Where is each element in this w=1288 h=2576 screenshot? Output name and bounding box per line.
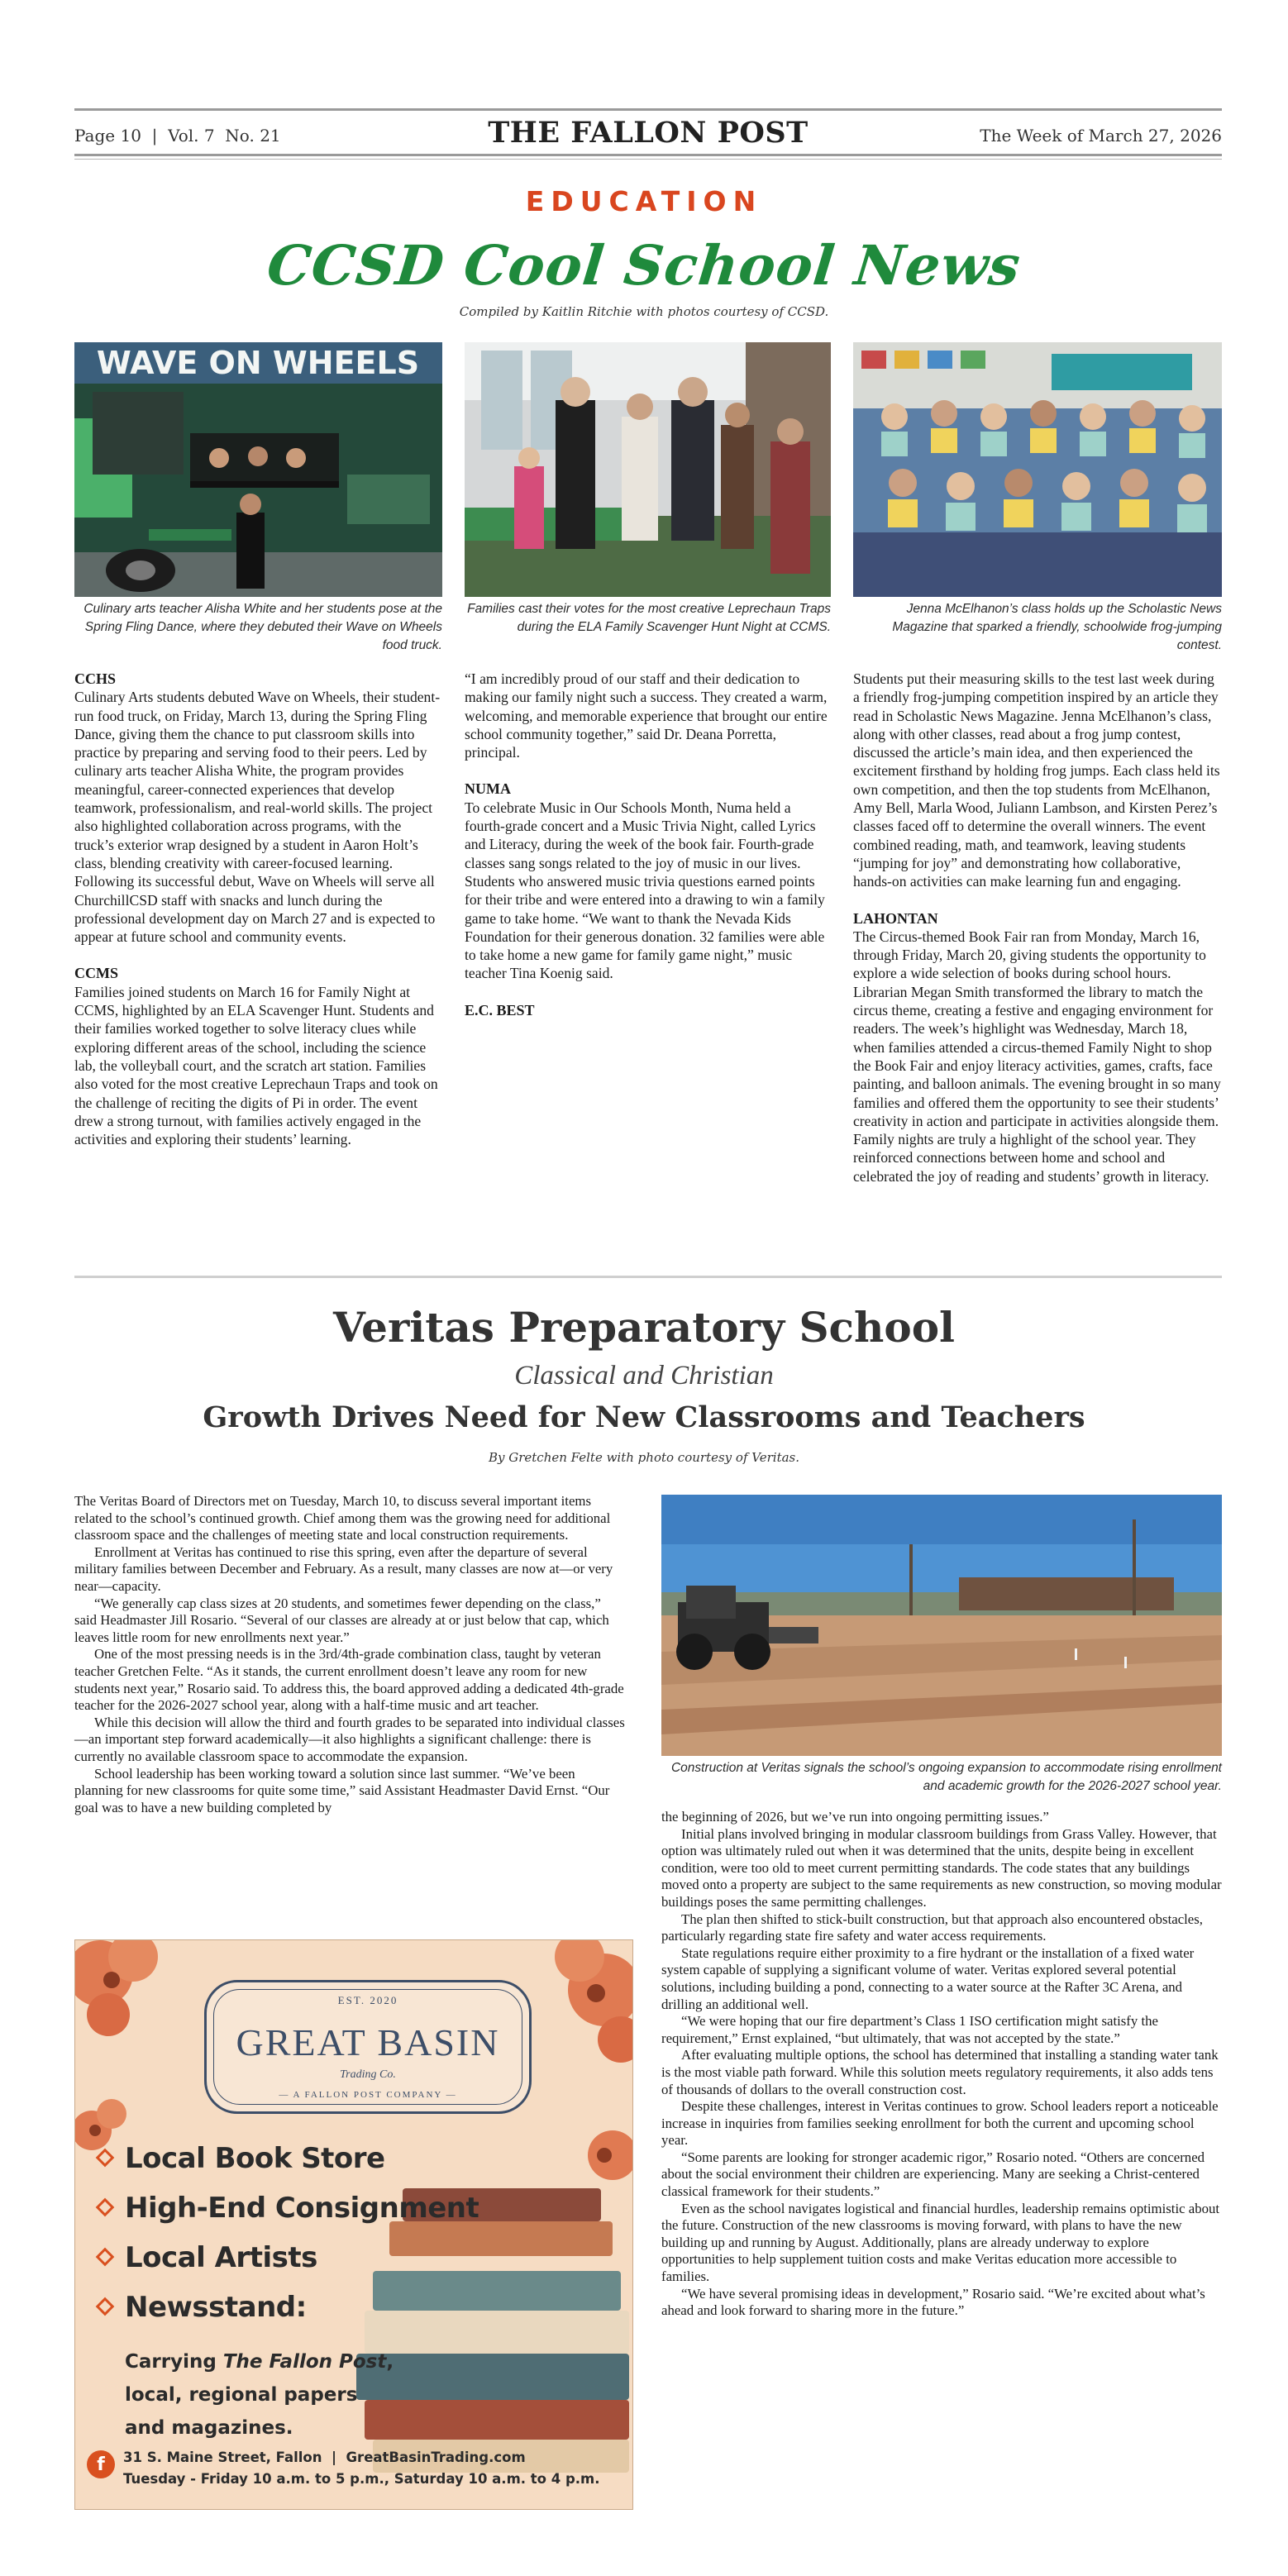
ad-store-name: GREAT BASIN [236,2021,500,2063]
flower-icon [75,1940,158,2036]
families-caption: Families cast their votes for the most creative Leprechaun Traps during the ELA Family Scavenger Hunt Night at CCMS. [467,602,831,634]
ccsd-column-1 [74,670,442,1148]
ad-logo-badge [204,1980,532,2114]
ad-item: Local Artists [98,2241,317,2274]
ccms-heading: CCMS [74,965,118,982]
section-label: EDUCATION [525,185,763,217]
cchs-body: Culinary Arts students debuted Wave on Wheels, their student-run food truck, on Friday, March 13, during the Spring Fling Dance, giving them the chance to put classroom skills into practice by preparing and serving food to their peers. Led by culinary arts teacher Alisha White, the program provides meaningful, career-connected experiences that develop teamwork, professionalism, and real-world skills. The project also highlighted collaboration across programs, with the truck’s exterior wrap designed by a student in Aaron Holt’s class, blending creativity with career-focused learning. Following its successful debut, Wave on Wheels will serve all ChurchillCSD staff with snacks and lunch during the professional development day on March 27 and is expected to appear at future school and community events. [74,689,441,946]
construction-illustration [661,1495,1222,1756]
cchs-heading: CCHS [74,670,117,687]
veritas-left-paragraph: One of the most pressing needs is in the 3rd/4th-grade combination class, taught by veteran teacher Gretchen Felte. “As it stands, the current enrollment doesn’t leave any room for new students next year,” Rosario said. To address this, the board approved adding a dedicated 4th-grade teacher for the 2026-2027 school year, along with a half-time music and art teacher. [74,1646,624,1714]
issue-date: The Week of March 27, 2026 [980,126,1222,145]
numa-heading: NUMA [465,780,511,798]
ad-address: 31 S. Maine Street, Fallon | GreatBasinTrading.com [123,2450,526,2465]
veritas-right-paragraph: “Some parents are looking for stronger academic rigor,” Rosario noted. “Others are concerned about the social environment their children are experiencing. Many are seeking a Christ-centered classical framework for their students.” [661,2149,1205,2200]
veritas-right-paragraph: Despite these challenges, interest in Veritas continues to grow. School leaders report a noticeable increase in inquiries from families seeking enrollment for both the current and upcoming school year. [661,2098,1219,2149]
class-caption: Jenna McElhanon’s class holds up the Scholastic News Magazine that sparked a friendly, schoolwide frog-jumping contest. [892,602,1222,652]
ad-item: High-End Consignment [98,2192,479,2225]
lahontan-heading: LAHONTAN [853,909,938,927]
veritas-left-paragraph: The Veritas Board of Directors met on Tuesday, March 10, to discuss several important items related to the school’s continued growth. Chief among them was the growing need for additional classroom space and the challenges of meeting state and local construction requirements. [74,1493,611,1543]
food-truck-caption: Culinary arts teacher Alisha White and her students pose at the Spring Fling Dance, where they debuted their Wave on Wheels food truck. [83,602,442,652]
paper-name: THE FALLON POST [488,116,809,150]
class-photo [853,342,1222,597]
veritas-right-paragraph: State regulations require either proximity to a fire hydrant or the installation of a fixed water system capable of supplying a significant volume of water. Veritas explored several potential solutions, including building a pond, connecting to a water source at the Rafter 3C Arena, and drilling an additional well. [661,1944,1195,2012]
section-title: CCSD Cool School News [264,233,1024,298]
ccms-body: Families joined students on March 16 for Family Night at CCMS, highlighted by an ELA Scavenger Hunt. Students and their families worked together to solve literacy clues while exploring different areas of the school, including the science lab, the volleyball court, and the scratch art station. Families also voted for the most creative Leprechaun Traps and took on the challenge of reciting the digits of Pi in order. The event drew a strong turnout, with families actively engaged in the activities and exploring their students’ learning. [74,983,438,1148]
veritas-left-paragraph: While this decision will allow the third and fourth grades to be separated into individual classes—an important step forward academically—it also highlights a significant challenge: there is currently no available classroom space to accommodate the expansion. [74,1714,625,1764]
ad-hours: Tuesday - Friday 10 a.m. to 5 p.m., Saturday 10 a.m. to 4 p.m. [123,2471,600,2487]
veritas-right-paragraph: “We were hoping that our fire department’s Class 1 ISO certification might satisfy the requirement,” Ernst explained, “but ultimately, that was not accepted by the state.” [661,2013,1158,2046]
veritas-right-paragraph: The plan then shifted to stick-built construction, but that approach also encountered obstacles, particularly regarding state fire safety and water access requirements. [661,1911,1203,1944]
section-divider [74,1276,1222,1278]
veritas-right-paragraph: After evaluating multiple options, the school has determined that installing a standing water tank is the most viable path forward. While this solution meets regulatory requirements, it also adds tens of thousands of dollars to the overall construction cost. [661,2047,1219,2097]
construction-caption: Construction at Veritas signals the school’s ongoing expansion to accommodate rising enrollment and academic growth for the 2026-2027 school year. [670,1761,1222,1793]
ccsd-column-3 [853,670,1222,1185]
veritas-title: Veritas Preparatory School [332,1303,956,1352]
ad-tagline: — A FALLON POST COMPANY — [279,2090,457,2100]
lahontan-body: The Circus-themed Book Fair ran from Monday, March 16, through Friday, March 20, giving students the opportunity to explore a wide selection of books during school hours. Librarian Megan Smith transformed the library to match the circus theme, creating a festive and engaging environment for readers. The week’s highlight was Wednesday, March 18, when families attended a circus-themed Family Night to shop the Book Fair and enjoy literacy activities, games, crafts, face painting, and balloon animals. The evening brought in so many families and offered them the opportunity to see their students’ creativity in action and participate in activities alongside them. Family nights are truly a highlight of the school year. They reinforced connections between home and school and celebrated the joy of reading and students’ growth in literacy. [853,928,1221,1185]
class-illustration [853,342,1222,597]
veritas-right-paragraph: “We have several promising ideas in development,” Rosario said. “We’re excited about what’s ahead and look forward to sharing more in the future.” [661,2285,1205,2319]
flower-icon [555,1940,633,2063]
food-truck-photo [74,342,442,597]
veritas-right-paragraph: the beginning of 2026, but we’ve run into ongoing permitting issues.” [661,1809,1049,1825]
facebook-icon[interactable]: f [87,2450,115,2478]
diamond-bullet-icon [96,2297,115,2316]
ecbest-body: Students put their measuring skills to the test last week during a friendly frog-jumping competition inspired by an article they read in Scholastic News Magazine. Jenna McElhanon’s class, along with other classes, read about a frog jump contest, discussed the article’s main idea, and then experienced the excitement firsthand by holding frog jumps. Each class held its own competition, and then the top students from McElhanon, Amy Bell, Marla Wood, Juliann Lambson, and Kirsten Perez’s classes faced off to determine the overall winners. The event combined reading, math, and teamwork, leaving students “jumping for joy” and demonstrating how collaborative, hands-on activities can make learning fun and engaging. [853,670,1220,890]
masthead-rule-thin [74,159,1222,160]
masthead-rule [74,154,1222,156]
veritas-headline: Growth Drives Need for New Classrooms and Teachers [203,1400,1085,1434]
families-photo [465,342,831,597]
veritas-left-paragraph: Enrollment at Veritas has continued to rise this spring, even after the departure of several military families between December and February. As a result, many classes are now at—or very near—capacity. [74,1543,613,1594]
veritas-right-paragraph: Initial plans involved bringing in modular classroom buildings from Grass Valley. However, that option was ultimately ruled out when it was determined that the units, despite being in excellent condition, were too old to meet current permitting standards. The code states that any buildings moved onto a property are subject to the same requirements as new construction, so moving modular buildings poses the same permitting challenges. [661,1825,1222,1910]
ad-item: Newsstand: [98,2291,307,2324]
families-illustration [465,342,831,597]
veritas-left-paragraph: School leadership has been working toward a solution since last summer. “We’ve been planning for new classrooms for quite some time,” said Assistant Headmaster David Ernst. “Our goal was to have a new building completed by [74,1765,610,1815]
veritas-left-paragraph: “We generally cap class sizes at 20 students, and sometimes fewer depending on the class,” said Headmaster Jill Rosario. “Several of our classes are already at or just below that cap, which leaves little room for new enrollments next year.” [74,1595,609,1645]
truck-sign-text: WAVE ON WHEELS [96,345,420,381]
ad-item: Local Book Store [98,2142,385,2175]
ad-carrying-text: Carrying The Fallon Post, local, regional papers and magazines. [125,2351,394,2439]
books-icon [356,2188,629,2473]
veritas-right-paragraph: Even as the school navigates logistical and financial hurdles, leadership remains optimistic about the future. Construction of the new classrooms is moving forward, with plans to have the new building up and running by August. Additionally, plans are already underway to explore opportunities to help supplement tuition costs and make Veritas education more accessible to families. [661,2200,1220,2285]
ad-est: EST. 2020 [337,1994,398,2006]
top-rule [74,108,1222,111]
ad-trading: Trading Co. [340,2068,396,2081]
diamond-bullet-icon [96,2149,115,2168]
veritas-byline: By Gretchen Felte with photo courtesy of Veritas. [488,1450,800,1465]
veritas-column-right [661,1809,1222,2320]
veritas-column-left [74,1493,627,1816]
ccsd-column-2 [465,670,831,1019]
numa-body: To celebrate Music in Our Schools Month, Numa held a fourth-grade concert and a Music Trivia Night, called Lyrics and Literacy, during the week of the book fair. Fourth-grade classes sang songs related to the joy of music in our lives. Students who answered music trivia questions earned points for their tribe and were entered into a drawing to win a family game to take home. “We want to thank the Nevada Kids Foundation for their generous donation. 32 families were able to take home a new game for family game night,” music teacher Tina Koenig said. [465,799,825,982]
food-truck-illustration [74,342,442,597]
diamond-bullet-icon [96,2248,115,2267]
compiled-byline: Compiled by Kaitlin Ritchie with photos courtesy of CCSD. [459,304,829,319]
ccms-quote: “I am incredibly proud of our staff and their dedication to making our family night such a success. They created a warm, welcoming, and memorable experience that brought our entire school community together,” said Dr. Deana Porretta, principal. [465,670,828,761]
veritas-subtitle: Classical and Christian [514,1361,774,1391]
diamond-bullet-icon [96,2198,115,2217]
page-info: Page 10 | Vol. 7 No. 21 [74,126,281,145]
great-basin-ad[interactable] [74,1939,633,2510]
flower-icon [588,2130,633,2180]
construction-photo [661,1495,1222,1756]
ecbest-heading: E.C. BEST [465,1001,535,1018]
